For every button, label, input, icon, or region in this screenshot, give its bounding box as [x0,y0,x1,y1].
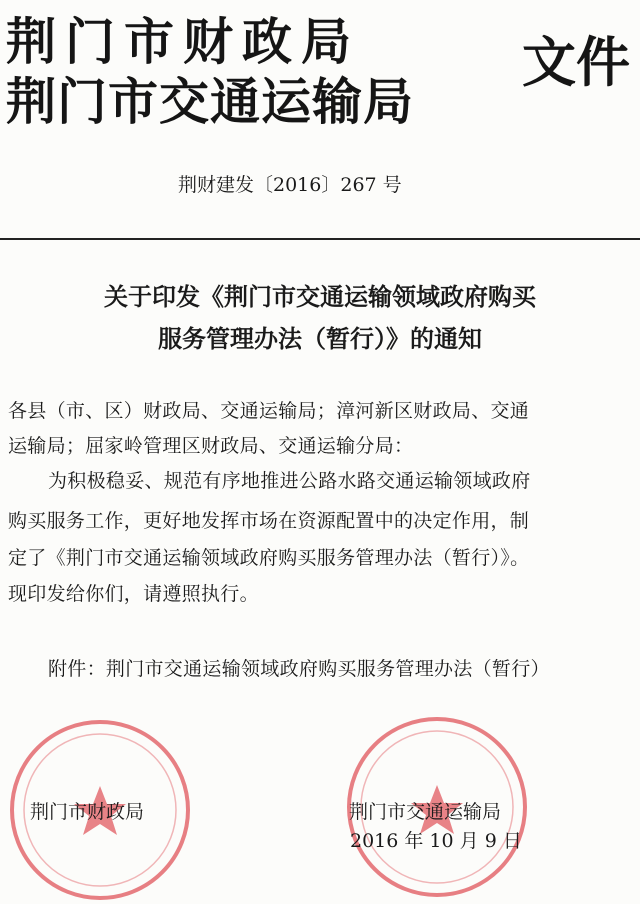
header-divider [0,238,640,240]
document-type-label: 文件 [522,31,630,94]
notice-title-line2: 服务管理办法（暂行）》的通知 [158,325,482,353]
issuer-finance-bureau: 荆门市财政局 [6,13,360,71]
body-paragraph-line1: 为积极稳妥、规范有序地推进公路水路交通运输领域政府 [48,470,531,492]
signature-transport-bureau: 荆门市交通运输局 [349,801,502,823]
body-paragraph-line3: 定了《荆门市交通运输领域政府购买服务管理办法（暂行）》。 [8,547,530,569]
signature-finance-bureau: 荆门市财政局 [30,801,145,823]
issuer-transport-bureau: 荆门市交通运输局 [6,73,414,131]
notice-title-line1: 关于印发《荆门市交通运输领域政府购买 [104,283,536,311]
issue-date: 2016 年 10 月 9 日 [350,830,522,852]
addressee-line2: 运输局；屈家岭管理区财政局、交通运输分局： [8,435,414,457]
document-number: 荆财建发〔2016〕267 号 [178,174,402,196]
attachment-line: 附件：荆门市交通运输领域政府购买服务管理办法（暂行） [48,658,550,680]
body-paragraph-line4: 现印发给你们，请遵照执行。 [8,583,259,605]
addressee-line1: 各县（市、区）财政局、交通运输局；漳河新区财政局、交通 [8,400,530,422]
body-paragraph-line2: 购买服务工作，更好地发挥市场在资源配置中的决定作用，制 [8,510,530,532]
